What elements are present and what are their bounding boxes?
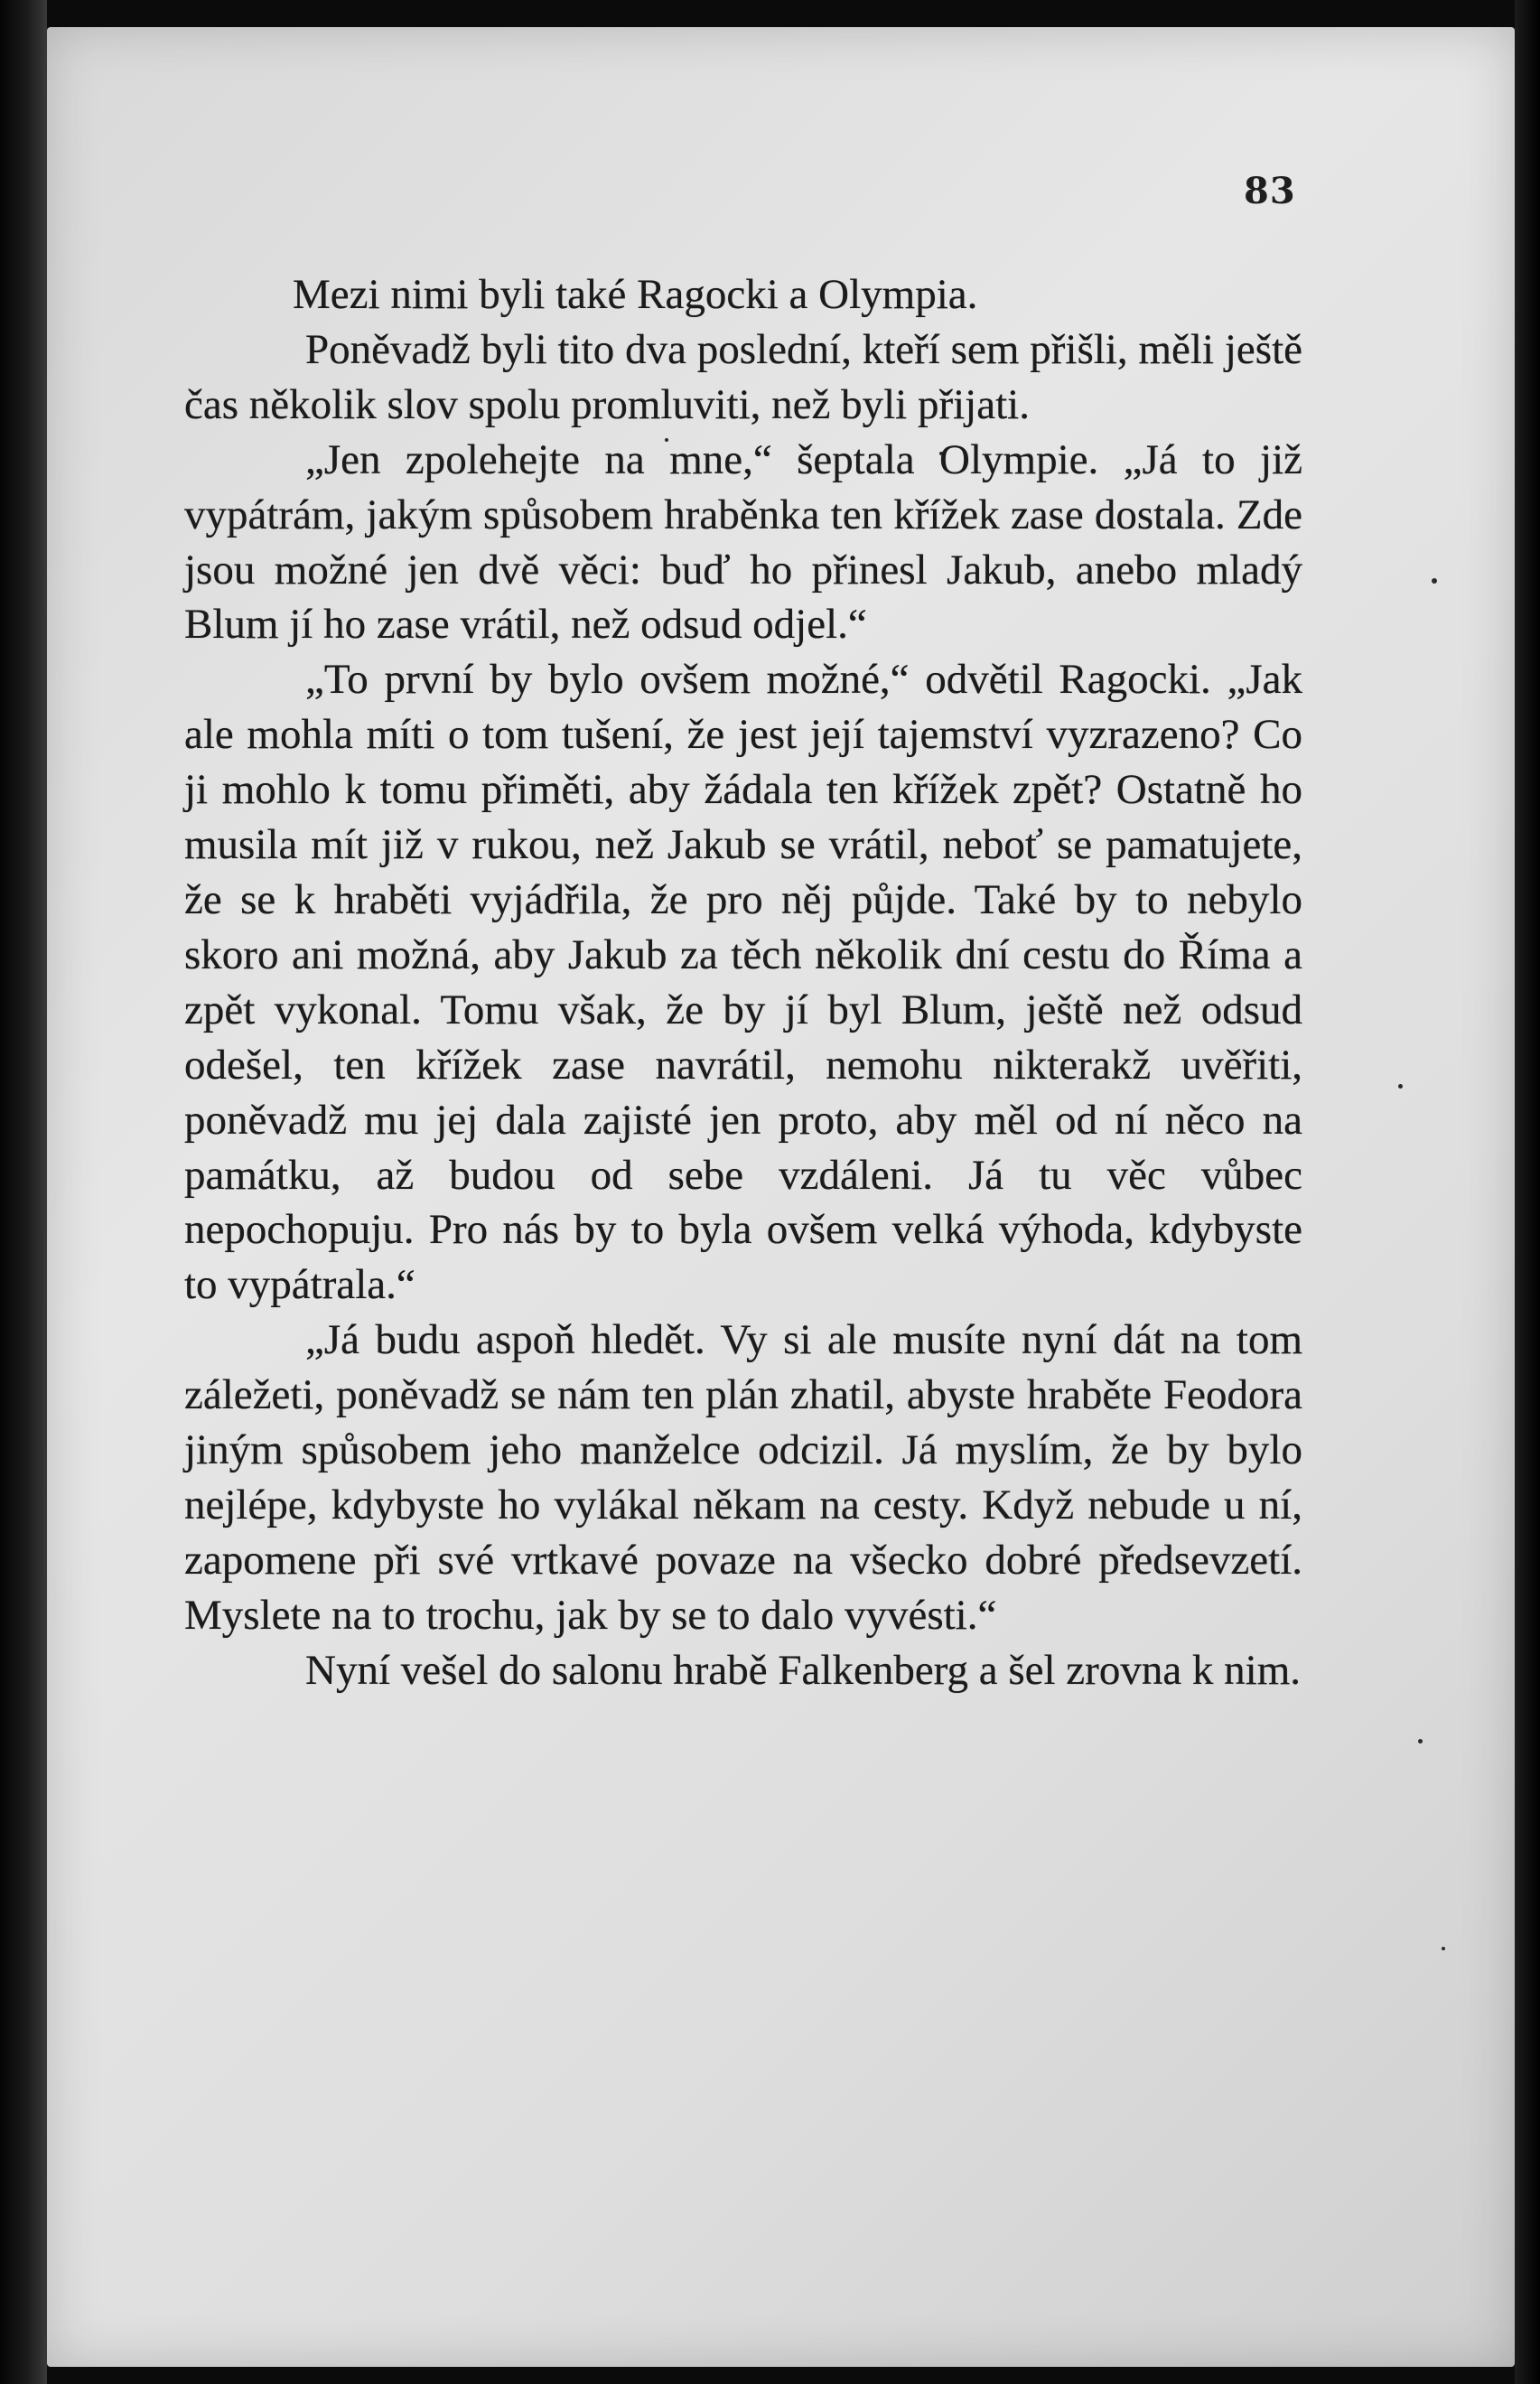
page-right-edge [1515,0,1540,2384]
paragraph: Mezi nimi byli také Ragocki a Olympia. [293,271,978,318]
paragraph: „Já budu aspoň hledět. Vy si ale musíte nyní dát na tom záležeti, poněvadž se nám ten plán zhatil, abyste hraběte Feodora jiným spůsobem jeho manželce odcizil. Já myslím, že by bylo nejlépe, kdybyste ho vylákal někam na cesty. Když nebude u ní, zapomene při své vrtkavé povaze na všecko dobré předsevzetí. Myslete na to trochu, jak by se to dalo vyvésti.“ [184,1316,1302,1639]
paragraph: „To první by bylo ovšem možné,“ odvětil Ragocki. „Jak ale mohla míti o tom tušení, že jest její tajemství vyzrazeno? Co ji mohlo k tomu přiměti, aby žádala ten křížek zpět? Ostatně ho musila mít již v rukou, než Jakub se vrátil, neboť se pamatujete, že se k hraběti vyjádřila, že pro něj půjde. Také by to nebylo skoro ani možná, aby Jakub za těch několik dní cestu do Říma a zpět vykonal. Tomu však, že by jí byl Blum, ještě než odsud odešel, ten křížek zase navrátil, nemohu nikterakž uvěřiti, poněvadž mu jej dala zajisté jen proto, aby měl od ní něco na památku, až budou od sebe vzdáleni. Já tu věc vůbec nepochopuju. Pro nás by to byla ovšem velká výhoda, kdybyste to vypátrala.“ [184,656,1302,1309]
paragraph: Nyní vešel do salonu hrabě Falkenberg a šel zrovna k nim. [305,1646,1302,1694]
book-binding-edge [0,0,47,2384]
body-text [184,267,1302,1698]
page-number: 83 [1244,170,1296,212]
paragraph: „Jen zpolehejte na mne,“ šeptala Olympie. „Já to již vypátrám, jakým spůsobem hraběnka ten křížek zase dostala. Zde jsou možné jen dvě věci: buď ho přinesl Jakub, anebo mladý Blum jí ho zase vrátil, než odsud odjel.“ [184,435,1302,649]
paragraph: Poněvadž byli tito dva poslední, kteří sem přišli, měli ještě čas několik slov spolu promluviti, než byli přijati. [184,325,1302,428]
